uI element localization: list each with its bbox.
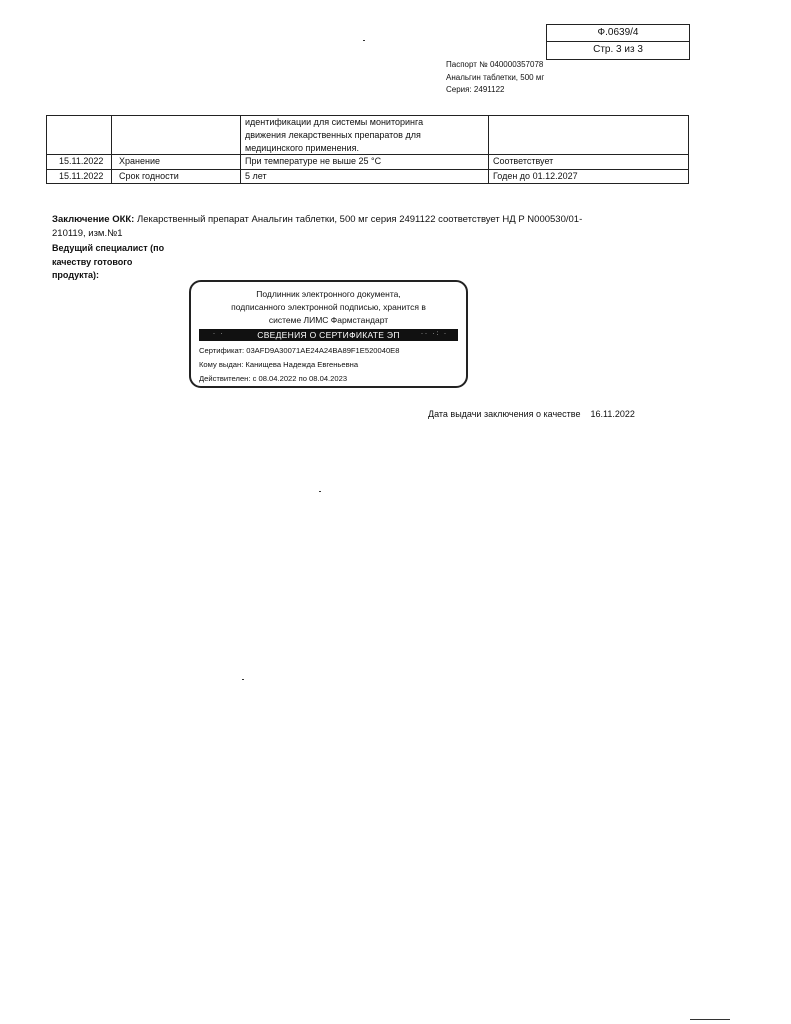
scan-speck — [242, 679, 244, 680]
scan-speck — [690, 1019, 730, 1020]
table-cell-requirement: При температуре не выше 25 °С — [245, 156, 382, 166]
conclusion-label: Заключение ОКК: — [52, 214, 135, 225]
table-cell-result: Годен до 01.12.2027 — [493, 171, 578, 181]
passport-product: Анальгин таблетки, 500 мг — [446, 72, 545, 82]
table-cell-date: 15.11.2022 — [59, 156, 104, 166]
stamp-dots-right: ·· ·: · — [421, 331, 448, 337]
form-code-box — [546, 24, 690, 60]
qc-conclusion — [52, 213, 612, 241]
signature-header: Подлинник электронного документа, подписанного электронной подписью, хранится в системе ЛИМС Фармстандарт — [231, 289, 426, 325]
passport-number: Паспорт № 040000357078 — [446, 60, 544, 69]
conclusion-text: Лекарственный препарат Анальгин таблетки, 500 мг серия 2491122 соответствует НД Р N000530/01-210119, изм.№1 — [52, 214, 583, 239]
passport-series: Серия: 2491122 — [446, 85, 505, 94]
stamp-dots-left: · · — [213, 331, 225, 337]
form-code: Ф.0639/4 — [547, 25, 689, 42]
conclusion-issue-date — [428, 408, 635, 420]
table-cell-result: Соответствует — [493, 156, 554, 166]
scan-speck — [319, 491, 321, 492]
table-cell-requirement: 5 лет — [245, 171, 267, 181]
lead-specialist-label: Ведущий специалист (по качеству готового продукта): — [52, 243, 165, 280]
certificate-validity: Действителен: с 08.04.2022 по 08.04.2023 — [199, 374, 348, 383]
table-cell-date: 15.11.2022 — [59, 171, 104, 181]
table-cell-param: Срок годности — [119, 171, 179, 181]
page-number: Стр. 3 из 3 — [593, 44, 643, 55]
certificate-number: Сертификат: 03AFD9A30071AE24A24BA89F1E520040E8 — [199, 346, 400, 355]
scan-speck — [363, 40, 365, 41]
certificate-bar-label: СВЕДЕНИЯ О СЕРТИФИКАТЕ ЭП — [257, 330, 400, 340]
issue-date-label: Дата выдачи заключения о качестве — [428, 409, 581, 419]
certificate-issued-to: Кому выдан: Канищева Надежда Евгеньевна — [199, 360, 359, 369]
e-signature-stamp — [189, 280, 468, 388]
issue-date-value: 16.11.2022 — [590, 409, 635, 419]
test-results-table — [46, 115, 689, 184]
table-row-first-text: идентификации для системы мониторинга движения лекарственных препаратов для медицинского применения. — [245, 117, 424, 153]
passport-info — [446, 59, 544, 97]
table-cell-param: Хранение — [119, 156, 160, 166]
certificate-info-bar — [199, 329, 458, 341]
